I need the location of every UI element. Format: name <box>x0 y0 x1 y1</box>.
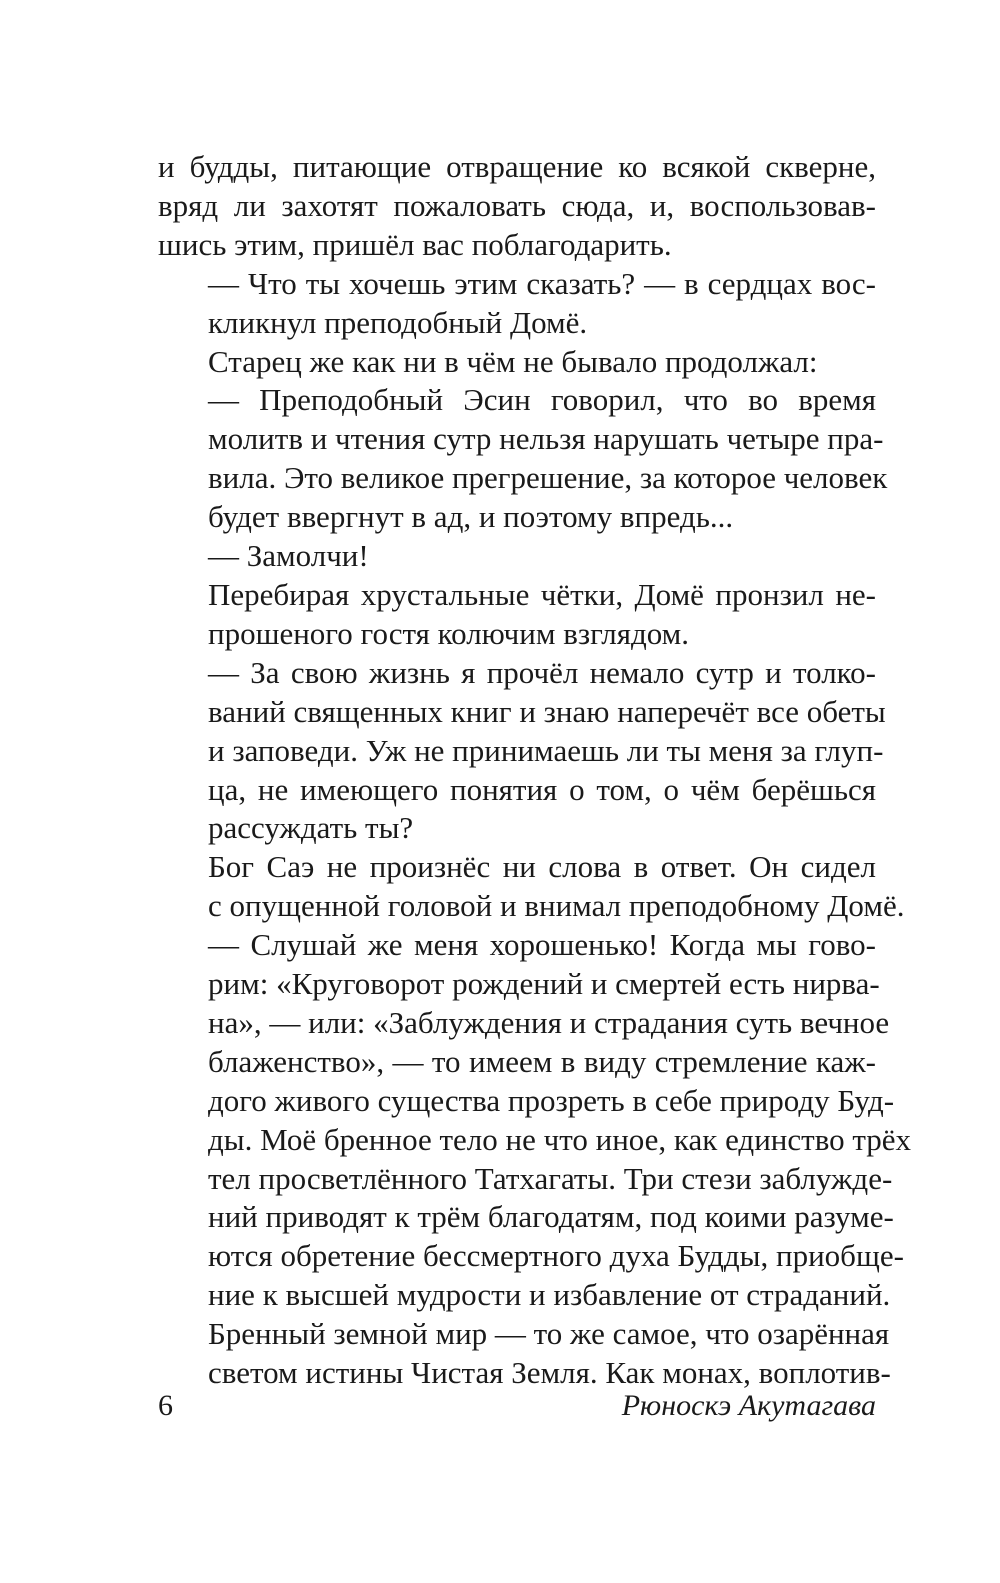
paragraph <box>158 926 912 1393</box>
text-line: кликнул преподобный Домё. <box>208 304 588 340</box>
text-line: ды. Моё бренное тело не что иное, как единство трёх <box>208 1121 912 1157</box>
paragraph <box>158 537 876 576</box>
text-line: рассуждать ты? <box>208 810 414 846</box>
text-line: прошеного гостя колючим взглядом. <box>208 615 689 651</box>
text-line: дого живого существа прозреть в себе природу Буд- <box>208 1082 895 1118</box>
text-line: Бог Саэ не произнёс ни слова в ответ. Он сидел <box>208 849 876 885</box>
paragraph <box>158 576 876 654</box>
text-line: и будды, питающие отвращение ко всякой скверне, <box>158 149 876 184</box>
text-line: Старец же как ни в чём не бывало продолжал: <box>208 343 818 379</box>
text-line: вила. Это великое прегрешение, за которое человек <box>208 460 888 496</box>
text-line: Бренный земной мир — то же самое, что озарённая <box>208 1316 890 1352</box>
paragraph <box>158 381 888 537</box>
text-line: — За свою жизнь я прочёл немало сутр и толко- <box>208 654 876 690</box>
text-line: светом истины Чистая Земля. Как монах, воплотив- <box>208 1355 891 1391</box>
text-line: ются обретение бессмертного духа Будды, приобще- <box>208 1238 904 1274</box>
text-line: вряд ли захотят пожаловать сюда, и, воспользовав- <box>158 187 876 223</box>
text-line: шись этим, пришёл вас поблагодарить. <box>158 226 672 262</box>
text-line: ний приводят к трём благодатям, под коими разуме- <box>208 1199 894 1235</box>
text-line: рим: «Круговорот рождений и смертей есть нирва- <box>208 966 880 1002</box>
paragraph <box>158 654 886 849</box>
page-number: 6 <box>158 1389 173 1422</box>
text-line: блаженство», — то имеем в виду стремление каж- <box>208 1043 876 1079</box>
author-name: Рюноскэ Акутагава <box>621 1389 876 1422</box>
text-line: на», — или: «Заблуждения и страдания суть вечное <box>208 1004 890 1040</box>
text-line: тел просветлённого Татхагаты. Три стези заблужде- <box>208 1160 893 1196</box>
text-line: молитв и чтения сутр нельзя нарушать четыре пра- <box>208 421 884 457</box>
text-line: с опущенной головой и внимал преподобному Домё. <box>208 888 905 924</box>
text-line: и заповеди. Уж не принимаешь ли ты меня за глуп- <box>208 732 884 768</box>
text-line: — Преподобный Эсин говорил, что во время <box>208 382 876 418</box>
text-line: ние к высшей мудрости и избавление от страданий. <box>208 1277 891 1313</box>
text-line: будет ввергнут в ад, и поэтому впредь... <box>208 499 734 535</box>
paragraph <box>158 265 876 343</box>
text-line: ца, не имеющего понятия о том, о чём берёшься <box>208 771 876 807</box>
paragraph <box>158 848 905 926</box>
text-line: Перебирая хрустальные чётки, Домё пронзил не- <box>208 576 876 612</box>
text-line: — Слушай же меня хорошенько! Когда мы гово- <box>208 927 876 963</box>
page-footer <box>158 1389 876 1429</box>
paragraph <box>158 148 876 265</box>
text-line: — Что ты хочешь этим сказать? — в сердцах вос- <box>208 265 876 301</box>
text-line: ваний священных книг и знаю наперечёт все обеты <box>208 693 886 729</box>
page-body <box>158 148 912 1393</box>
paragraph <box>158 343 876 382</box>
text-line: — Замолчи! <box>208 538 369 574</box>
